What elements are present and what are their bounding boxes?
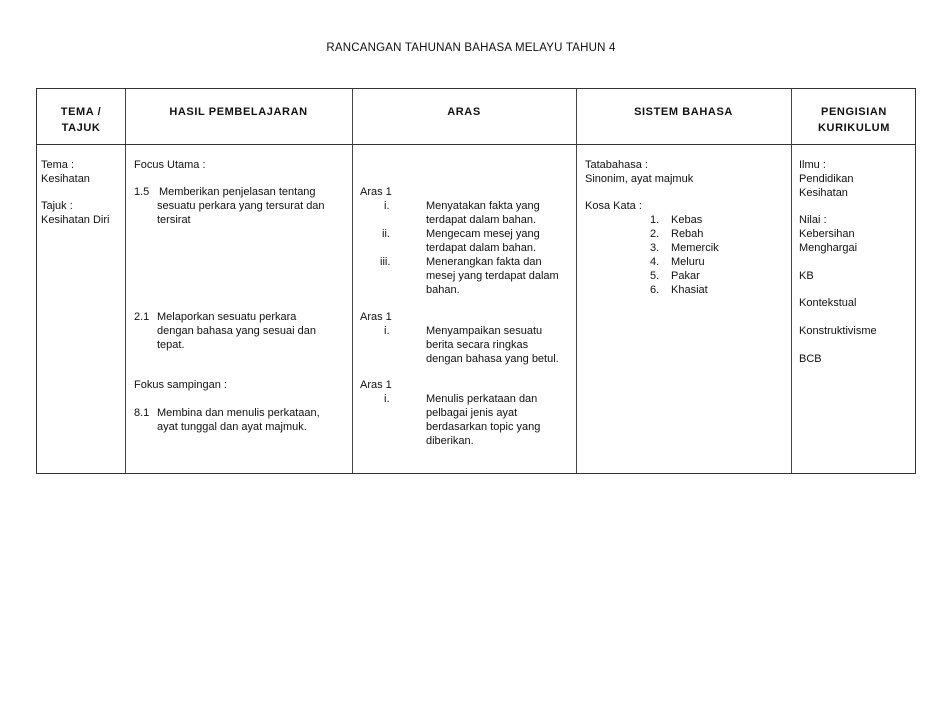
aras-item-line: Menyatakan fakta yang	[426, 200, 540, 212]
tajuk-value: Kesihatan Diri	[41, 214, 110, 226]
aras-item-line: Menerangkan fakta dan	[426, 256, 542, 268]
aras-item-line: diberikan.	[426, 435, 474, 447]
kosa-kata-number: 4.	[650, 256, 660, 268]
aras-item-number: iii.	[380, 256, 391, 268]
konstruktivisme-label: Konstruktivisme	[799, 325, 877, 337]
kosa-kata-word: Rebah	[671, 228, 704, 240]
kosa-kata-word: Khasiat	[671, 284, 708, 296]
column-divider	[352, 89, 353, 473]
header-aras: ARAS	[447, 106, 481, 118]
column-divider	[576, 89, 577, 473]
kosa-kata-word: Memercik	[671, 242, 719, 254]
tatabahasa-value: Sinonim, ayat majmuk	[585, 173, 694, 185]
kosa-kata-label: Kosa Kata :	[585, 200, 642, 212]
ilmu-label: Ilmu :	[799, 159, 826, 171]
aras-item-number: i.	[384, 325, 390, 337]
tatabahasa-label: Tatabahasa :	[585, 159, 648, 171]
kontekstual-label: Kontekstual	[799, 297, 857, 309]
aras-item-line: Mengecam mesej yang	[426, 228, 540, 240]
tema-label: Tema :	[41, 159, 75, 171]
nilai-label: Nilai :	[799, 214, 827, 226]
aras-level-label: Aras 1	[360, 379, 392, 391]
kosa-kata-word: Pakar	[671, 270, 700, 282]
hasil-item-line: Melaporkan sesuatu perkara	[157, 311, 297, 323]
kosa-kata-word: Kebas	[671, 214, 703, 226]
header-pengisian-kurikulum	[791, 104, 917, 136]
column-divider	[125, 89, 126, 473]
header-tema-line1: TEMA /	[60, 106, 102, 118]
header-sistem-bahasa: SISTEM BAHASA	[634, 106, 733, 118]
aras-item-number: i.	[384, 393, 390, 405]
hasil-item-line: Membina dan menulis perkataan,	[157, 407, 320, 419]
hasil-item-line: dengan bahasa yang sesuai dan	[157, 325, 317, 337]
aras-item-line: Menyampaikan sesuatu	[426, 325, 543, 337]
kb-label: KB	[799, 270, 814, 282]
aras-level-label: Aras 1	[360, 311, 392, 323]
header-tema	[37, 104, 125, 136]
aras-item-number: i.	[384, 200, 390, 212]
aras-item-line: mesej yang terdapat dalam	[426, 270, 559, 282]
page-title: RANCANGAN TAHUNAN BAHASA MELAYU TAHUN 4	[326, 42, 616, 54]
aras-item-line: berita secara ringkas	[426, 339, 529, 351]
header-tema-line2: TAJUK	[61, 122, 101, 134]
header-pengisian-line1: PENGISIAN	[821, 106, 887, 118]
bcb-label: BCB	[799, 353, 822, 365]
kosa-kata-number: 2.	[650, 228, 660, 240]
aras-level-label: Aras 1	[360, 186, 392, 198]
hasil-item-line: ayat tunggal dan ayat majmuk.	[157, 421, 307, 433]
ilmu-line: Pendidikan	[799, 173, 854, 185]
tema-value: Kesihatan	[41, 173, 90, 185]
kosa-kata-number: 3.	[650, 242, 660, 254]
hasil-item-number: 1.5	[134, 186, 150, 198]
aras-item-number: ii.	[382, 228, 390, 240]
hasil-item-number: 8.1	[134, 407, 150, 419]
hasil-item-line: tersirat	[157, 214, 191, 226]
hasil-item-line: tepat.	[157, 339, 185, 351]
aras-item-line: dengan bahasa yang betul.	[426, 353, 559, 365]
nilai-line: Menghargai	[799, 242, 858, 254]
header-pengisian-line2: KURIKULUM	[817, 122, 890, 134]
aras-item-line: Menulis perkataan dan	[426, 393, 538, 405]
header-hasil-pembelajaran: HASIL PEMBELAJARAN	[169, 106, 308, 118]
fokus-sampingan-label: Fokus sampingan :	[134, 379, 227, 391]
kosa-kata-number: 1.	[650, 214, 660, 226]
aras-item-line: pelbagai jenis ayat	[426, 407, 518, 419]
hasil-item-number: 2.1	[134, 311, 150, 323]
hasil-item-line: sesuatu perkara yang tersurat dan	[157, 200, 325, 212]
nilai-line: Kebersihan	[799, 228, 855, 240]
tajuk-label: Tajuk :	[41, 200, 73, 212]
lesson-plan-table	[36, 88, 916, 474]
hasil-item-line: Memberikan penjelasan tentang	[159, 186, 316, 198]
ilmu-line: Kesihatan	[799, 187, 848, 199]
kosa-kata-word: Meluru	[671, 256, 705, 268]
focus-utama-label: Focus Utama :	[134, 159, 206, 171]
header-divider	[37, 144, 915, 145]
aras-item-line: berdasarkan topic yang	[426, 421, 541, 433]
aras-item-line: terdapat dalam bahan.	[426, 214, 537, 226]
aras-item-line: terdapat dalam bahan.	[426, 242, 537, 254]
kosa-kata-number: 6.	[650, 284, 660, 296]
column-divider	[791, 89, 792, 473]
kosa-kata-number: 5.	[650, 270, 660, 282]
aras-item-line: bahan.	[426, 284, 460, 296]
